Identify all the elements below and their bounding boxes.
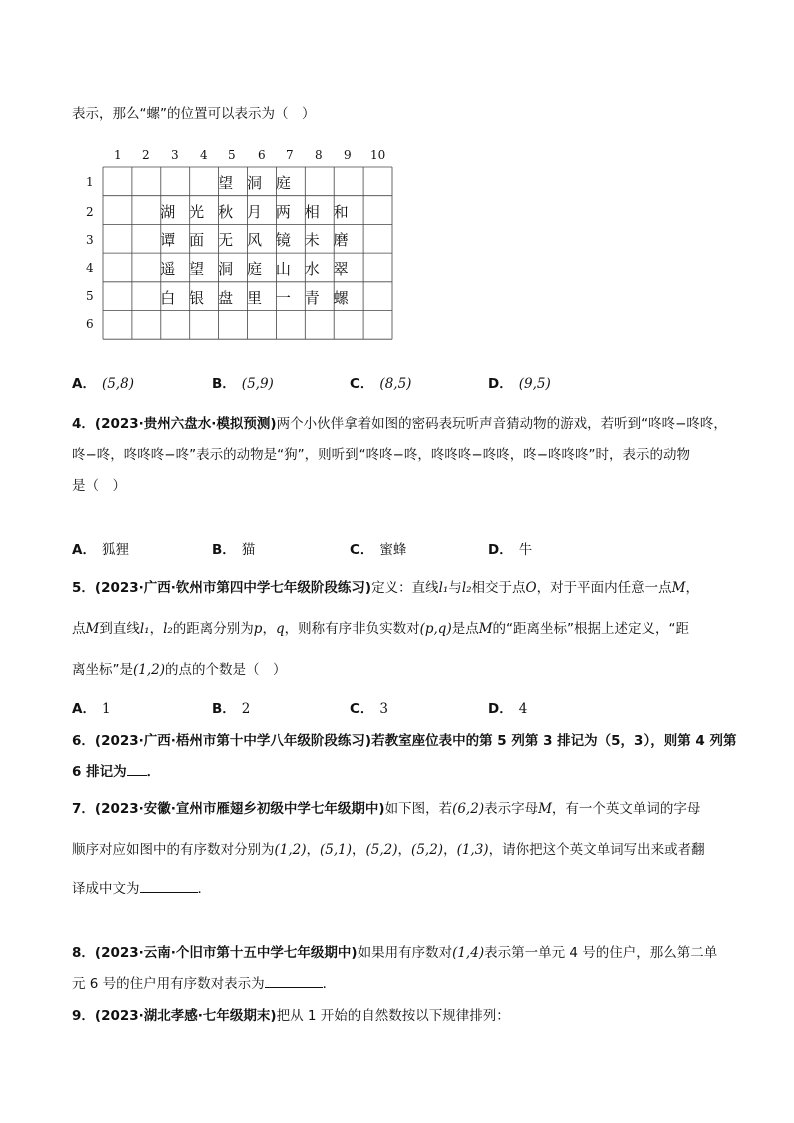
grid-char: 螺 — [333, 288, 349, 307]
row-label: 6 — [86, 317, 94, 331]
q6-line-2: 6 排记为 ． — [72, 764, 161, 780]
grid-char: 无 — [218, 231, 234, 250]
grid-char: 相 — [304, 202, 320, 221]
option-b: B． 猫 — [212, 542, 256, 558]
grid-char: 一 — [275, 288, 291, 307]
grid-char: 面 — [189, 231, 205, 250]
col-label: 2 — [142, 148, 150, 162]
col-label: 8 — [315, 148, 323, 162]
q5-line-3: 离坐标”是(1,2)的点的个数是（ ） — [72, 662, 287, 678]
q6-line-1: 6．(2023·广西·梧州市第十中学八年级阶段练习)若教室座位表中的第 5 列第 3 排记为（5，3），则第 4 列第 — [72, 733, 737, 749]
col-label: 5 — [228, 148, 236, 162]
col-label: 7 — [286, 148, 294, 162]
q7-line-3: 译成中文为 ． — [72, 881, 211, 897]
option-d: D． (9,5) — [488, 376, 551, 392]
grid-char: 望 — [189, 260, 205, 279]
q7-line-1: 7．(2023·安徽·宣州市雁翅乡初级中学七年级期中)如下图，若(6,2)表示字母M，有一个英文单词的字母 — [72, 801, 701, 817]
q9-line-1: 9．(2023·湖北孝感·七年级期末)把从 1 开始的自然数按以下规律排列： — [72, 1008, 510, 1024]
option-c: C． (8,5) — [350, 376, 412, 392]
q5-line-2: 点M到直线l₁，l₂的距离分别为p，q，则称有序非负实数对(p,q)是点M的“距离坐标”根据上述定义，“距 — [72, 621, 690, 637]
grid-char: 盘 — [218, 288, 234, 307]
q4-line-3: 是（ ） — [72, 478, 126, 494]
grid-char: 风 — [246, 231, 262, 250]
q4-line-1: 4．(2023·贵州六盘水·模拟预测)两个小伙伴拿着如图的密码表玩听声音猜动物的游戏，若听到“咚咚−咚咚， — [72, 416, 727, 432]
q8-line-1: 8．(2023·云南·个旧市第十五中学七年级期中)如果用有序数对(1,4)表示第一单元 4 号的住户，那么第二单 — [72, 945, 718, 961]
grid-char: 谭 — [160, 231, 176, 250]
q8-line-2: 元 6 号的住户用有序数对表示为 ． — [72, 976, 337, 992]
grid-char: 庭 — [275, 174, 291, 192]
grid-char: 洞 — [246, 174, 262, 192]
grid-char: 两 — [275, 202, 291, 221]
option-c: C． 3 — [350, 701, 389, 717]
answer-blank[interactable] — [265, 986, 323, 988]
question-3-intro: 表示，那么“螺”的位置可以表示为（ ） — [72, 106, 316, 122]
row-label: 1 — [86, 175, 94, 189]
grid-char: 山 — [275, 260, 291, 279]
col-label: 10 — [370, 148, 386, 162]
option-a: A． (5,8) — [72, 376, 134, 392]
grid-char: 翠 — [333, 260, 349, 279]
option-d: D． 4 — [488, 701, 528, 717]
col-label: 3 — [171, 148, 179, 162]
grid-char: 青 — [304, 288, 320, 307]
col-label: 4 — [200, 148, 208, 162]
grid-char: 月 — [246, 202, 262, 221]
row-label: 3 — [86, 233, 94, 247]
grid-char: 遥 — [160, 260, 176, 279]
q7-line-2: 顺序对应如图中的有序数对分别为(1,2)，(5,1)，(5,2)，(5,2)，(1,3)，请你把这个英文单词写出来或者翻 — [72, 842, 705, 858]
option-a: A． 1 — [72, 701, 111, 717]
row-label: 2 — [86, 205, 94, 219]
option-b: B． (5,9) — [212, 376, 274, 392]
q4-line-2: 咚−咚，咚咚咚−咚”表示的动物是“狗”，则听到“咚咚−咚，咚咚咚−咚咚，咚−咚咚咚”时，表示的动物 — [72, 447, 691, 463]
answer-blank[interactable] — [127, 774, 147, 776]
row-label: 4 — [86, 261, 94, 275]
grid-char: 湖 — [160, 202, 176, 221]
col-label: 9 — [344, 148, 352, 162]
grid-char: 庭 — [246, 260, 262, 279]
grid-char: 磨 — [333, 231, 349, 250]
q5-line-1: 5．(2023·广西·钦州市第四中学七年级阶段练习)定义：直线l₁与l₂相交于点O，对于平面内任意一点M， — [72, 580, 699, 596]
answer-blank[interactable] — [140, 891, 198, 893]
grid-char: 光 — [189, 202, 205, 221]
option-c: C． 蜜蜂 — [350, 542, 407, 558]
grid-char: 未 — [304, 231, 320, 250]
grid-char: 银 — [189, 288, 205, 307]
grid-char: 水 — [304, 260, 320, 279]
col-label: 6 — [258, 148, 266, 162]
option-a: A． 狐狸 — [72, 542, 129, 558]
poem-grid — [0, 0, 794, 400]
grid-char: 白 — [160, 288, 176, 307]
row-label: 5 — [86, 289, 94, 303]
grid-char: 洞 — [218, 260, 234, 279]
grid-char: 和 — [333, 202, 349, 221]
grid-char: 望 — [218, 174, 234, 192]
col-label: 1 — [114, 148, 122, 162]
option-d: D． 牛 — [488, 542, 533, 558]
grid-char: 镜 — [275, 231, 291, 250]
grid-char: 里 — [246, 288, 262, 307]
option-b: B． 2 — [212, 701, 251, 717]
grid-char: 秋 — [218, 202, 234, 221]
